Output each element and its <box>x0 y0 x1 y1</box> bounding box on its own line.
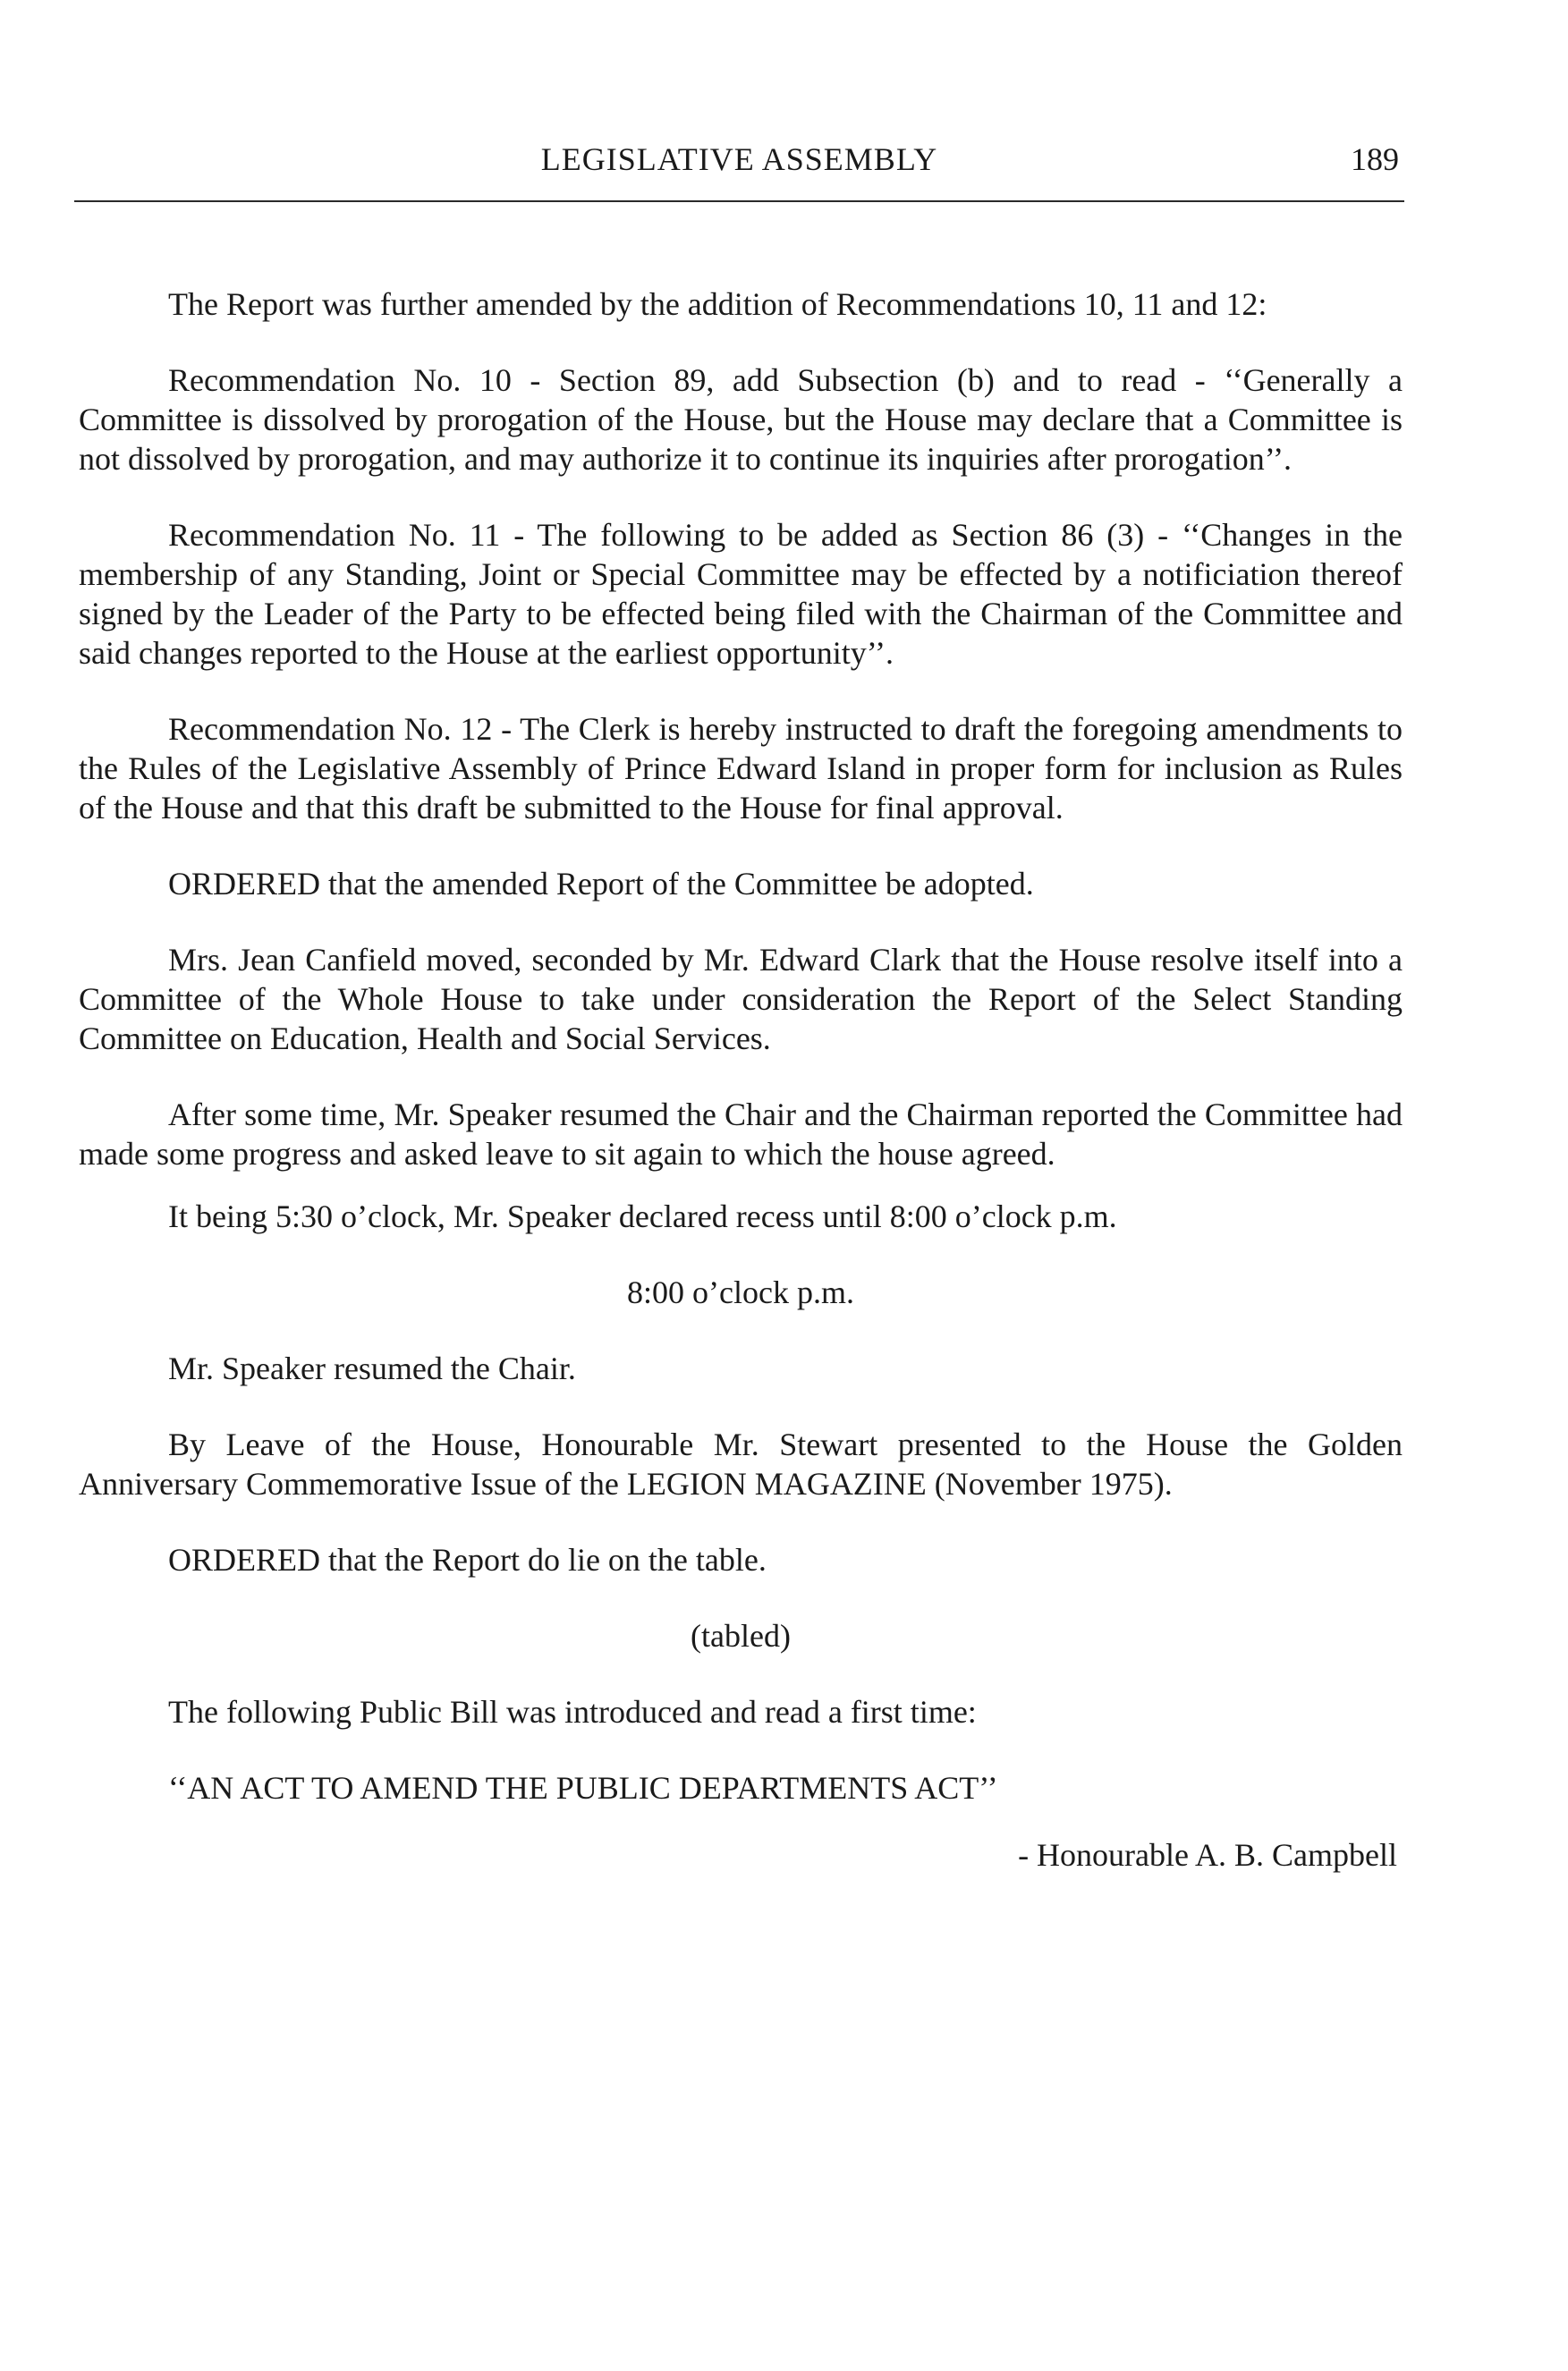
paragraph-recommendation-11: Recommendation No. 11 - The following to be added as Section 86 (3) - ‘‘Changes in the membership of any Standing, Joint or Special Committee may be effected by a notificiation thereof signed by the Leader of the Party to be effected being filed with the Chairman of the Committee and said changes reported to the House at the earliest opportunity’’. <box>79 517 1403 671</box>
paragraph-legion-magazine: By Leave of the House, Honourable Mr. Stewart presented to the House the Golden Anniversary Commemorative Issue of the LEGION MAGAZINE (November 1975). <box>79 1427 1403 1502</box>
bill-title: ‘‘AN ACT TO AMEND THE PUBLIC DEPARTMENTS ACT’’ <box>168 1770 998 1806</box>
paragraph-committee-progress: After some time, Mr. Speaker resumed the Chair and the Chairman reported the Committee had made some progress and asked leave to sit again to which the house agreed. <box>79 1097 1403 1172</box>
page-body <box>79 284 1403 1875</box>
paragraph-report-amended: The Report was further amended by the addition of Recommendations 10, 11 and 12: <box>168 286 1267 322</box>
paragraph-recess: It being 5:30 o’clock, Mr. Speaker declared recess until 8:00 o’clock p.m. <box>168 1198 1117 1234</box>
bill-sponsor: - Honourable A. B. Campbell <box>1018 1837 1397 1873</box>
header-rule <box>74 200 1404 202</box>
paragraph-recommendation-12: Recommendation No. 12 - The Clerk is hereby instructed to draft the foregoing amendments to the Rules of the Legislative Assembly of Prince Edward Island in proper form for inclusion as Rules of the House and that this draft be submitted to the House for final approval. <box>79 711 1403 826</box>
paragraph-canfield-motion: Mrs. Jean Canfield moved, seconded by Mr. Edward Clark that the House resolve itself into a Committee of the Whole House to take under consideration the Report of the Select Standing Committee on Education, Health and Social Services. <box>79 942 1403 1056</box>
page-number: 189 <box>1351 141 1399 177</box>
paragraph-ordered-adopted: ORDERED that the amended Report of the Committee be adopted. <box>168 866 1034 902</box>
paragraph-ordered-table: ORDERED that the Report do lie on the table. <box>168 1542 767 1578</box>
paragraph-bill-introduced: The following Public Bill was introduced and read a first time: <box>168 1694 977 1730</box>
paragraph-recommendation-10: Recommendation No. 10 - Section 89, add Subsection (b) and to read - ‘‘Generally a Committee is dissolved by prorogation of the House, but the House may declare that a Committee is not dissolved by prorogation, and may authorize it to continue its inquiries after prorogation’’. <box>79 362 1403 477</box>
running-title: LEGISLATIVE ASSEMBLY <box>540 141 938 177</box>
time-heading: 8:00 o’clock p.m. <box>627 1274 854 1310</box>
page-header <box>74 140 1404 194</box>
paragraph-speaker-resumed: Mr. Speaker resumed the Chair. <box>168 1351 576 1386</box>
tabled-note: (tabled) <box>691 1618 791 1654</box>
